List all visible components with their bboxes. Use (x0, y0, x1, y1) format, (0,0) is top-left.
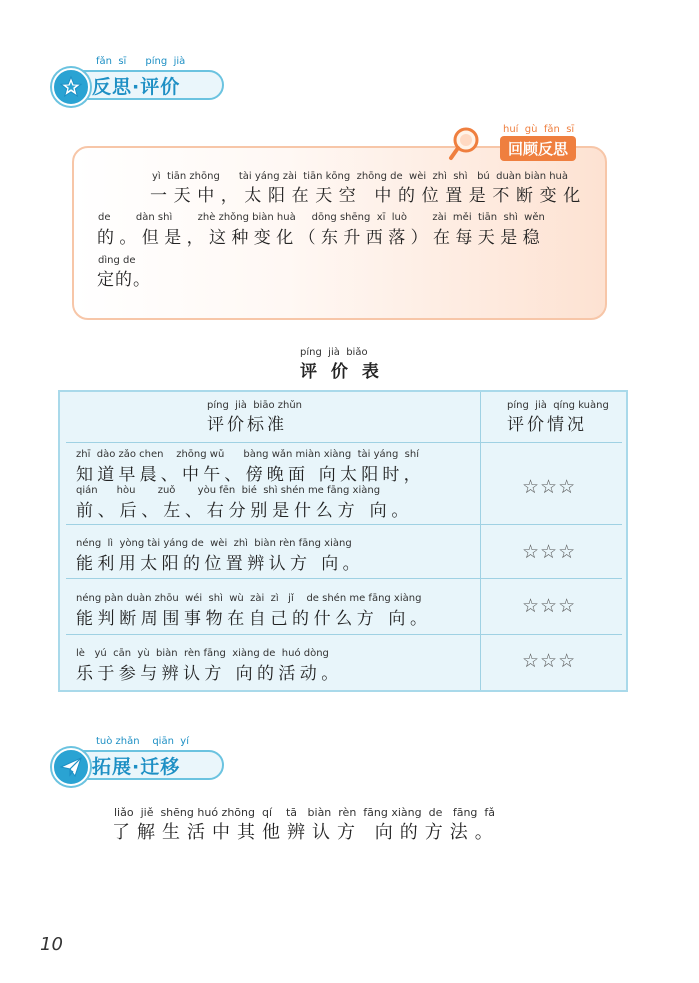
reflect-tag-pill (52, 70, 224, 100)
row-4-text: 乐于参与辨认方 向的活动。 (76, 664, 343, 684)
table-title: 评 价 表 (300, 362, 383, 382)
col-criteria-pinyin: píng jià biāo zhǔn (207, 400, 303, 411)
reflect-line-3-pinyin: dìng de (98, 255, 136, 266)
review-badge (500, 136, 576, 161)
table-title-pinyin: píng jià biǎo (300, 347, 368, 358)
row-1-rating-stars[interactable]: ☆☆☆ (522, 476, 577, 498)
reflect-line-1-text: 一天中，太阳在天空 中的位置是不断变化 (150, 186, 587, 206)
col-criteria-header: 评价标准 (207, 415, 287, 435)
reflect-line-2-pinyin: de dàn shì zhè zhǒng biàn huà dōng shēng xī luò zài měi tiān shì wěn (98, 212, 545, 223)
reflect-line-1-pinyin: yì tiān zhōng tài yáng zài tiān kōng zhōng de wèi zhì shì bú duàn biàn huà (152, 171, 569, 182)
row-1-text-b: 前、后、左、右分别是什么方 向。 (76, 501, 414, 521)
extend-section-pinyin: tuò zhǎn qiān yí (96, 736, 189, 747)
review-badge-label: 回顾反思 (508, 140, 569, 158)
reflect-line-3-text: 定的。 (97, 270, 151, 290)
table-row-divider (66, 634, 622, 635)
row-2-pinyin: néng lì yòng tài yáng de wèi zhì biàn rèn fāng xiàng (76, 538, 352, 549)
paper-plane-icon (52, 748, 90, 786)
row-4-pinyin: lè yú cān yù biàn rèn fāng xiàng de huó dòng (76, 648, 329, 659)
row-4-rating-stars[interactable]: ☆☆☆ (522, 650, 577, 672)
magnifier-icon (448, 124, 488, 168)
star-badge-icon (52, 68, 90, 106)
col-status-pinyin: píng jià qíng kuàng (507, 400, 609, 411)
extend-section-title: 拓展·迁移 (92, 755, 181, 778)
col-status-header: 评价情况 (507, 415, 587, 435)
reflect-line-2-text: 的。但是，这种变化（东升西落）在每天是稳 (97, 228, 545, 248)
table-row-divider (66, 578, 622, 579)
reflect-section-title: 反思·评价 (92, 75, 181, 98)
extend-section-tag (52, 736, 224, 780)
table-row-divider (66, 524, 622, 525)
row-3-rating-stars[interactable]: ☆☆☆ (522, 595, 577, 617)
row-1-text-a: 知道早晨、中午、傍晚面 向太阳时， (76, 465, 425, 485)
extend-line-text: 了解生活中其他辨认方 向的方法。 (112, 822, 500, 843)
row-2-text: 能利用太阳的位置辨认方 向。 (76, 554, 365, 574)
row-2-rating-stars[interactable]: ☆☆☆ (522, 541, 577, 563)
row-1-pinyin-a: zhī dào zǎo chen zhōng wǔ bàng wǎn miàn xiàng tài yáng shí (76, 449, 419, 460)
extend-tag-pill (52, 750, 224, 780)
table-row-divider (66, 442, 622, 443)
review-badge-pinyin: huí gù fǎn sī (503, 124, 575, 135)
reflect-section-pinyin: fǎn sī píng jià (96, 56, 186, 67)
page-number: 10 (40, 934, 63, 955)
reflect-section-tag (52, 56, 224, 100)
table-column-divider (480, 392, 481, 690)
extend-line-pinyin: liǎo jiě shēng huó zhōng qí tā biàn rèn fāng xiàng de fāng fǎ (114, 806, 496, 819)
row-3-pinyin: néng pàn duàn zhōu wéi shì wù zài zì jǐ de shén me fāng xiàng (76, 593, 422, 604)
row-3-text: 能判断周围事物在自己的什么方 向。 (76, 609, 432, 629)
row-1-pinyin-b: qián hòu zuǒ yòu fēn bié shì shén me fāng xiàng (76, 485, 381, 496)
